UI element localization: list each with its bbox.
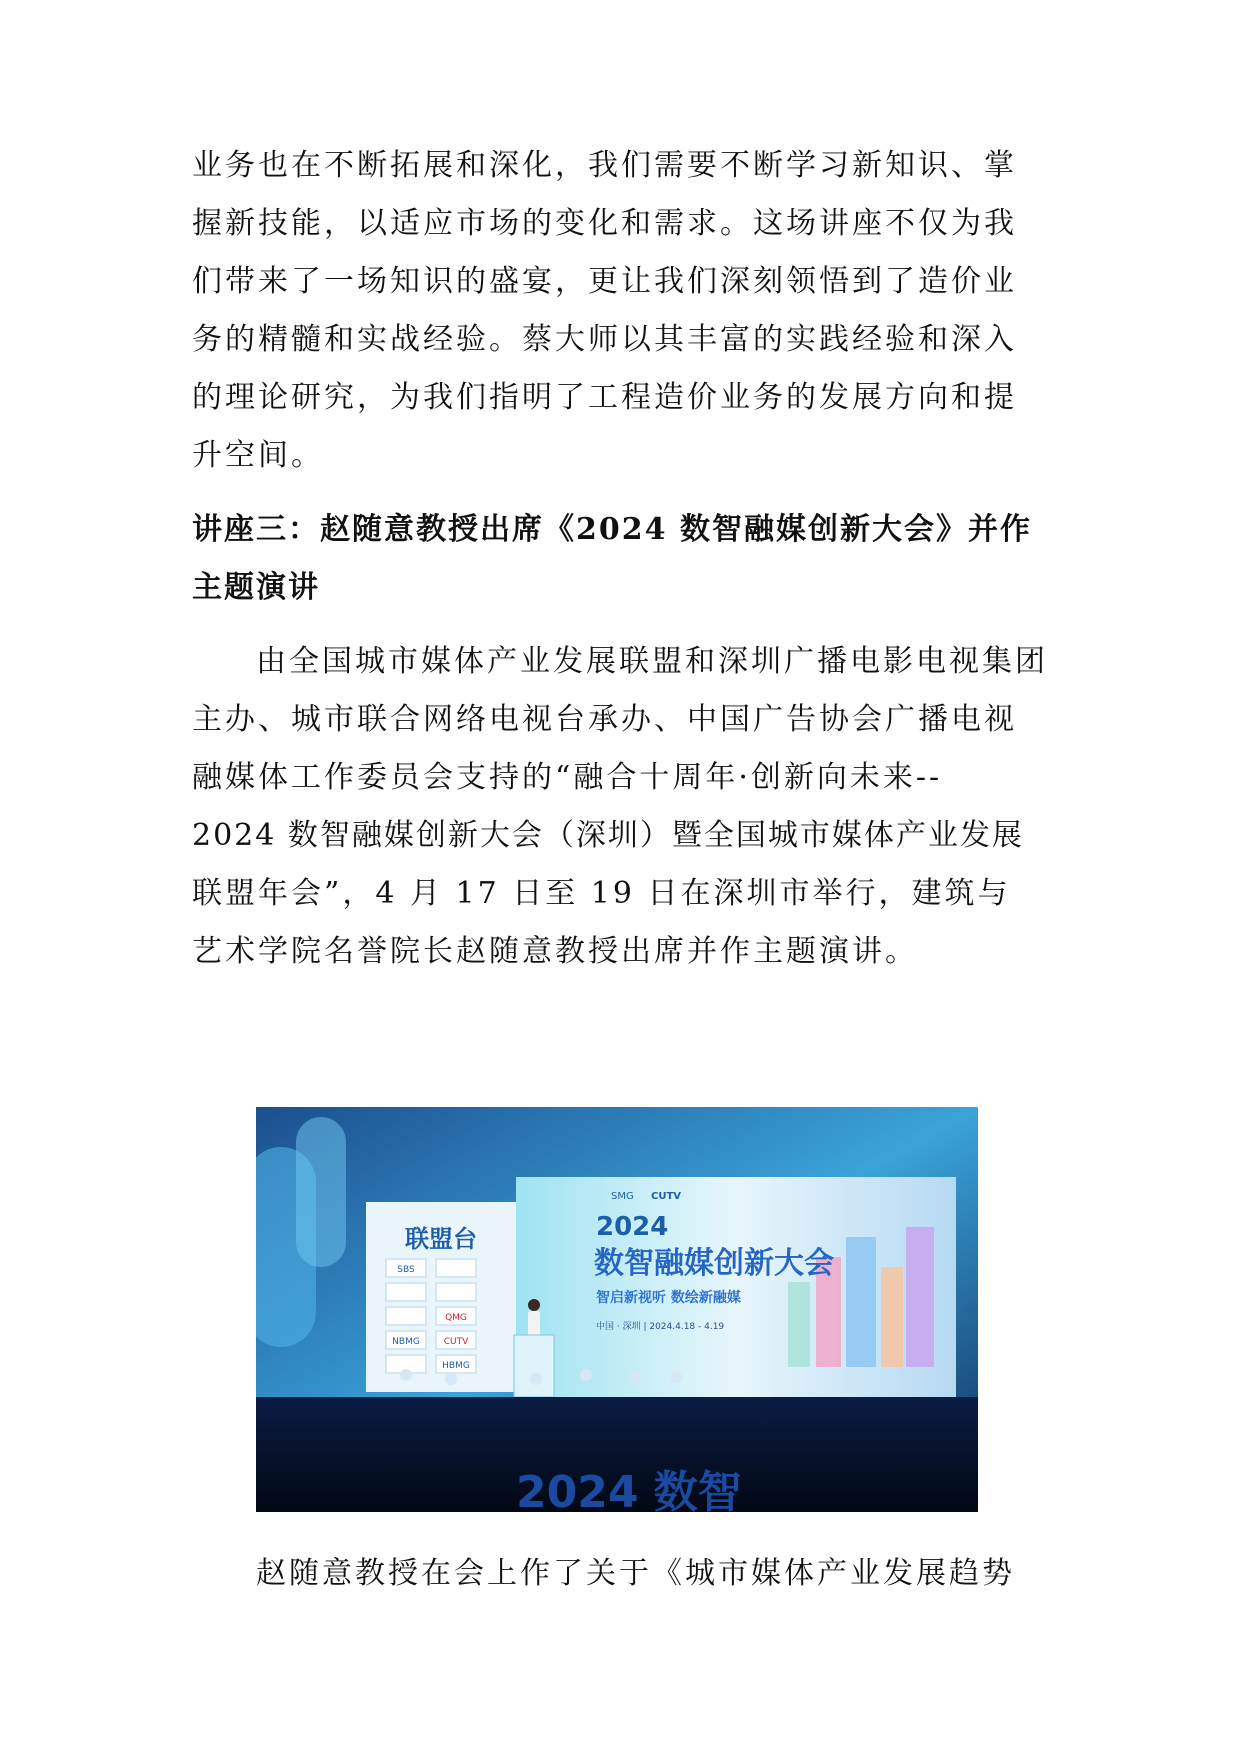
text-line: 联盟年会”，4 月 17 日至 19 日在深圳市举行，建筑与 bbox=[192, 876, 1011, 911]
screen-logo-cutv: CUTV bbox=[651, 1191, 682, 1202]
text-line: 由全国城市媒体产业发展联盟和深圳广播电影电视集团 bbox=[256, 644, 1048, 679]
event-title: 数智融媒创新大会 bbox=[594, 1246, 834, 1281]
event-slogan: 智启新视听 数绘新融媒 bbox=[596, 1290, 741, 1306]
heading-line: 主题演讲 bbox=[192, 570, 320, 605]
text-line: 2024 数智融媒创新大会（深圳）暨全国城市媒体产业发展 bbox=[192, 818, 1024, 853]
text-line: 融媒体工作委员会支持的“融合十周年·创新向未来-- bbox=[192, 760, 943, 795]
event-year: 2024 bbox=[596, 1212, 669, 1242]
text-line: 业务也在不断拓展和深化，我们需要不断学习新知识、掌 bbox=[192, 148, 1017, 183]
side-panel-title: 联盟台 bbox=[405, 1225, 477, 1253]
text-line: 们带来了一场知识的盛宴，更让我们深刻领悟到了造价业 bbox=[192, 264, 1017, 299]
side-logo-hbmg: HBMG bbox=[442, 1361, 470, 1371]
side-logo-sbs: SBS bbox=[397, 1265, 415, 1275]
text-line: 赵随意教授在会上作了关于《城市媒体产业发展趋势 bbox=[256, 1556, 1015, 1591]
side-logo-qmg: QMG bbox=[445, 1313, 467, 1323]
screen-logo-smg: SMG bbox=[611, 1191, 634, 1202]
text-line: 升空间。 bbox=[192, 438, 324, 473]
floor-lettering: 2024 数智 bbox=[516, 1467, 742, 1512]
side-logo-cutv: CUTV bbox=[443, 1337, 469, 1347]
heading-line: 讲座三：赵随意教授出席《2024 数智融媒创新大会》并作 bbox=[192, 512, 1032, 547]
side-logo-nbmg: NBMG bbox=[392, 1337, 420, 1347]
text-line: 的理论研究，为我们指明了工程造价业务的发展方向和提 bbox=[192, 380, 1017, 415]
event-date: 中国 · 深圳 | 2024.4.18 - 4.19 bbox=[596, 1322, 725, 1332]
text-line: 艺术学院名誉院长赵随意教授出席并作主题演讲。 bbox=[192, 934, 918, 969]
text-line: 握新技能，以适应市场的变化和需求。这场讲座不仅为我 bbox=[192, 206, 1017, 241]
conference-photo bbox=[256, 1107, 978, 1512]
text-line: 务的精髓和实战经验。蔡大师以其丰富的实践经验和深入 bbox=[192, 322, 1017, 357]
text-line: 主办、城市联合网络电视台承办、中国广告协会广播电视 bbox=[192, 702, 1017, 737]
podium bbox=[514, 1335, 554, 1397]
